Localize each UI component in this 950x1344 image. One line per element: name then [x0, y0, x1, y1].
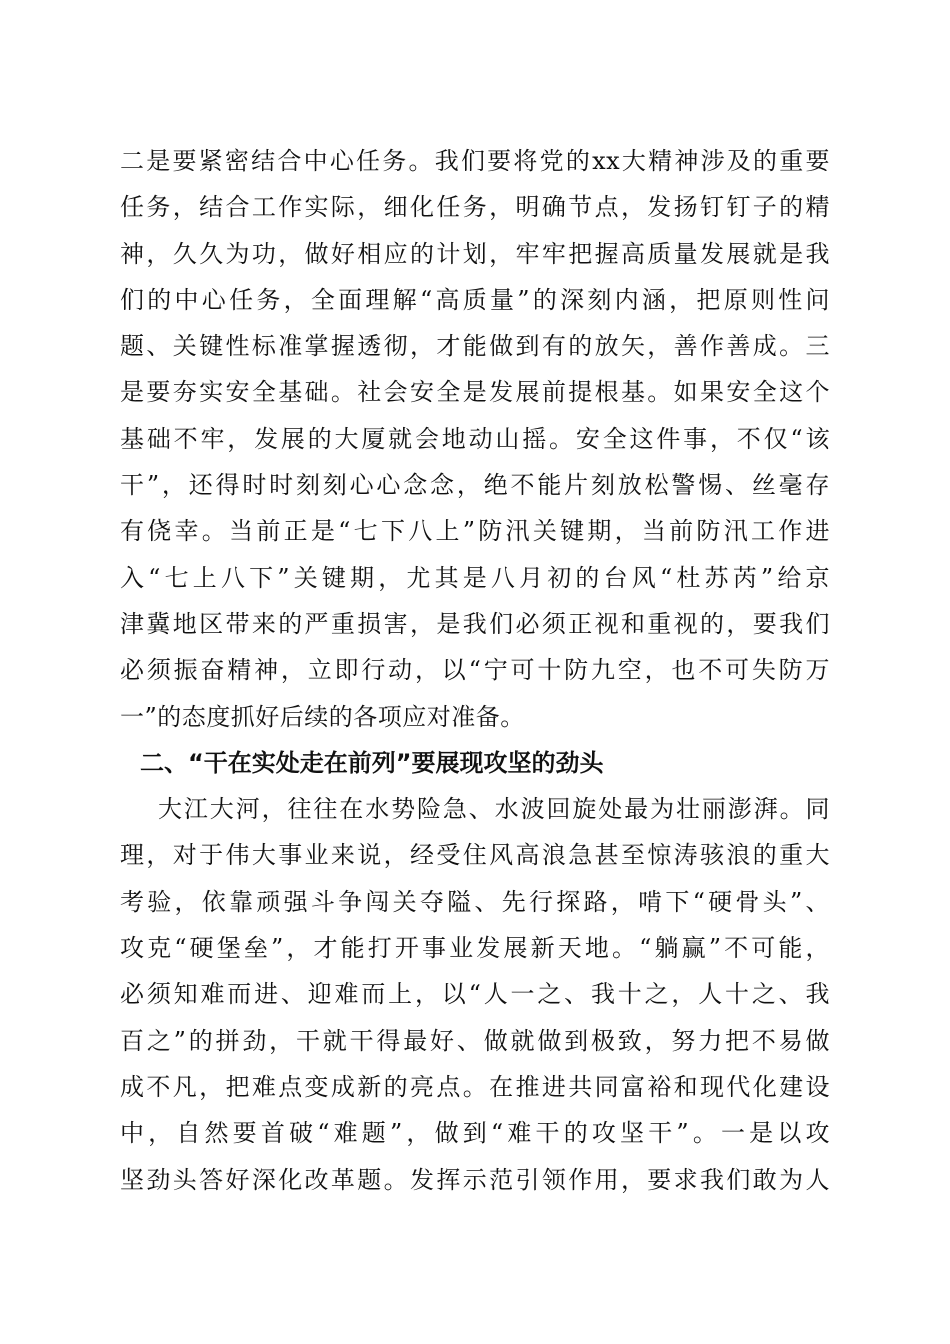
text-line: 任务，结合工作实际，细化任务，明确节点，发扬钉钉子的精: [120, 193, 830, 222]
section-heading: 二、“干在实处走在前列”要展现攻坚的劲头: [140, 748, 604, 777]
text-line: 攻克“硬堡垒”，才能打开事业发展新天地。“躺赢”不可能，: [120, 934, 830, 963]
text-line: 干”，还得时时刻刻心心念念，绝不能片刻放松警惕、丝毫存: [120, 471, 830, 500]
text-line: 题、关键性标准掌握透彻，才能做到有的放矢，善作善成。三: [120, 332, 830, 361]
paragraph-2: [120, 786, 830, 1203]
text-line: 百之”的拼劲，干就干得最好、做就做到极致，努力把不易做: [120, 1026, 830, 1055]
text-line: 坚劲头答好深化改革题。发挥示范引领作用，要求我们敢为人: [120, 1165, 830, 1194]
text-line: 二是要紧密结合中心任务。我们要将党的xx大精神涉及的重要: [120, 147, 830, 175]
paragraph-1: [120, 138, 830, 740]
text-line: 必须知难而进、迎难而上，以“人一之、我十之，人十之、我: [120, 980, 830, 1009]
text-line: 中，自然要首破“难题”，做到“难干的攻坚干”。一是以攻: [120, 1119, 830, 1148]
text-line: 一”的态度抓好后续的各项应对准备。: [120, 702, 525, 731]
text-line: 是要夯实安全基础。社会安全是发展前提根基。如果安全这个: [120, 378, 830, 407]
text-line: 有侥幸。当前正是“七下八上”防汛关键期，当前防汛工作进: [120, 517, 830, 546]
document-body: [120, 138, 830, 1203]
text-line: 考验，依靠顽强斗争闯关夺隘、先行探路，啃下“硬骨头”、: [120, 887, 830, 916]
text-line: 们的中心任务，全面理解“高质量”的深刻内涵，把原则性问: [120, 285, 830, 314]
text-line: 必须振奋精神，立即行动，以“宁可十防九空，也不可失防万: [120, 656, 830, 685]
text-line: 大江大河，往往在水势险急、水波回旋处最为壮丽澎湃。同: [158, 795, 830, 824]
text-line: 基础不牢，发展的大厦就会地动山摇。安全这件事，不仅“该: [120, 424, 830, 453]
text-line: 神，久久为功，做好相应的计划，牢牢把握高质量发展就是我: [120, 239, 830, 268]
text-line: 成不凡，把难点变成新的亮点。在推进共同富裕和现代化建设: [120, 1072, 830, 1101]
text-line: 津冀地区带来的严重损害，是我们必须正视和重视的，要我们: [120, 609, 830, 638]
text-line: 入“七上八下”关键期，尤其是八月初的台风“杜苏芮”给京: [120, 563, 830, 592]
text-line: 理，对于伟大事业来说，经受住风高浪急甚至惊涛骇浪的重大: [120, 841, 830, 870]
